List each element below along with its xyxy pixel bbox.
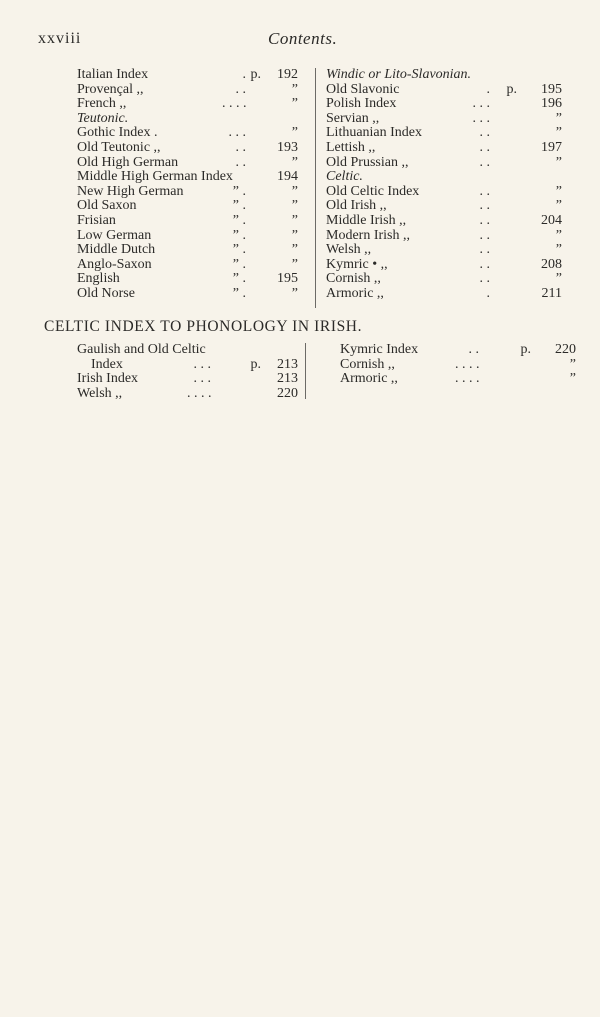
entry-label: Irish Index bbox=[77, 371, 139, 387]
contents-entry bbox=[77, 156, 305, 171]
contents-entry bbox=[326, 68, 566, 83]
contents-entry bbox=[77, 97, 305, 112]
page-reference: ” bbox=[291, 125, 298, 141]
entry-label: Lithuanian Index bbox=[326, 125, 423, 141]
page-reference: ” bbox=[291, 96, 298, 112]
leader-dots: . . . bbox=[193, 356, 211, 372]
entry-label: Old Irish ,, bbox=[326, 198, 387, 214]
entry-label: Old Celtic Index bbox=[326, 183, 420, 199]
page-abbrev: p. bbox=[250, 67, 261, 82]
page-reference: ” bbox=[555, 154, 562, 170]
page-reference: ” bbox=[555, 183, 562, 199]
entry-label: Provençal ,, bbox=[77, 81, 144, 97]
entry-label: Kymric • ,, bbox=[326, 256, 388, 272]
contents-entry bbox=[326, 141, 566, 156]
contents-entry bbox=[77, 170, 305, 185]
leader-dots: . . . . bbox=[455, 371, 480, 387]
entry-label: Cornish ,, bbox=[326, 271, 381, 287]
contents-entry bbox=[340, 356, 576, 373]
contents-entry bbox=[326, 214, 566, 229]
leader-dots: . . . . bbox=[455, 356, 480, 372]
entry-label: Frisian bbox=[77, 212, 116, 228]
contents-column-2 bbox=[326, 68, 566, 302]
entry-label: Old Prussian ,, bbox=[326, 154, 409, 170]
contents-entry bbox=[326, 185, 566, 200]
leader-dots: ” . bbox=[232, 198, 246, 214]
page-reference: ” bbox=[555, 242, 562, 258]
leader-dots: . . . . bbox=[222, 96, 247, 112]
page-reference: 211 bbox=[541, 285, 562, 301]
contents-entry bbox=[77, 141, 305, 156]
leader-dots: . . . bbox=[228, 125, 246, 141]
entry-label: Kymric Index bbox=[340, 342, 419, 357]
contents-entry bbox=[77, 358, 303, 373]
page-reference: ” bbox=[291, 198, 298, 214]
entry-label: Gothic Index . bbox=[77, 125, 158, 141]
leader-dots: . . bbox=[235, 81, 246, 97]
page-reference: 213 bbox=[277, 356, 298, 372]
group-heading: Windic or Lito-Slavonian. bbox=[326, 67, 472, 82]
leader-dots: . . . bbox=[472, 96, 490, 112]
page-abbrev: p. bbox=[250, 356, 261, 372]
page-reference: 196 bbox=[541, 96, 562, 112]
entry-label: Index bbox=[91, 356, 123, 372]
entry-label: New High German bbox=[77, 183, 184, 199]
contents-entry bbox=[77, 185, 305, 200]
page-number: xxviii bbox=[38, 30, 82, 47]
page-reference: ” bbox=[569, 356, 576, 372]
entry-label: Middle Dutch bbox=[77, 242, 156, 258]
contents-entry bbox=[77, 343, 303, 358]
leader-dots: . . bbox=[479, 125, 490, 141]
entry-label: Gaulish and Old Celtic bbox=[77, 342, 206, 357]
entry-label: English bbox=[77, 271, 120, 287]
contents-entry bbox=[77, 214, 305, 229]
leader-dots: . . . bbox=[472, 110, 490, 126]
page-reference: ” bbox=[555, 227, 562, 243]
contents-entry bbox=[77, 112, 305, 127]
section-heading: CELTIC INDEX TO PHONOLOGY IN IRISH. bbox=[44, 318, 363, 335]
contents-entry bbox=[326, 272, 566, 287]
page-reference: ” bbox=[555, 198, 562, 214]
leader-dots: . . bbox=[479, 242, 490, 258]
entry-label: Middle Irish ,, bbox=[326, 212, 407, 228]
column-divider bbox=[315, 68, 316, 308]
leader-dots: . . bbox=[479, 271, 490, 287]
page-reference: 195 bbox=[277, 271, 298, 287]
contents-entry bbox=[77, 287, 305, 302]
group-heading: Teutonic. bbox=[77, 110, 129, 126]
leader-dots: ” . bbox=[232, 285, 246, 301]
contents-entry bbox=[77, 272, 305, 287]
entry-label: French ,, bbox=[77, 96, 127, 112]
page-reference: 213 bbox=[277, 371, 298, 387]
leader-dots: . . bbox=[479, 183, 490, 199]
leader-dots: . . bbox=[235, 154, 246, 170]
leader-dots: . . bbox=[468, 342, 479, 357]
contents-entry bbox=[77, 68, 305, 83]
contents-entry bbox=[326, 287, 566, 302]
entry-label: Cornish ,, bbox=[340, 356, 395, 372]
leader-dots: . . bbox=[479, 227, 490, 243]
page-reference: ” bbox=[291, 212, 298, 228]
leader-dots: ” . bbox=[232, 183, 246, 199]
contents-entry bbox=[326, 199, 566, 214]
contents-entry bbox=[326, 83, 566, 98]
page-abbrev: p. bbox=[520, 342, 531, 357]
page-reference: ” bbox=[291, 183, 298, 199]
entry-label: Welsh ,, bbox=[77, 385, 123, 401]
contents-entry bbox=[77, 387, 303, 402]
leader-dots: ” . bbox=[232, 212, 246, 228]
entry-label: Old Saxon bbox=[77, 198, 137, 214]
entry-label: Lettish ,, bbox=[326, 139, 376, 155]
leader-dots: . bbox=[486, 285, 490, 301]
contents-entry bbox=[340, 371, 576, 387]
page-reference: ” bbox=[291, 256, 298, 272]
entry-label: Polish Index bbox=[326, 96, 397, 112]
leader-dots: . . bbox=[479, 154, 490, 170]
leader-dots: . . . bbox=[193, 371, 211, 387]
contents-entry bbox=[77, 258, 305, 273]
leader-dots: ” . bbox=[232, 242, 246, 258]
page-reference: ” bbox=[555, 125, 562, 141]
page-reference: 193 bbox=[277, 139, 298, 155]
entry-label: Old Teutonic ,, bbox=[77, 139, 161, 155]
page-reference: 204 bbox=[541, 212, 562, 228]
contents-entry bbox=[77, 243, 305, 258]
contents-entry bbox=[77, 83, 305, 98]
leader-dots: . bbox=[242, 67, 246, 82]
contents-entry bbox=[326, 170, 566, 185]
contents-entry bbox=[326, 156, 566, 171]
leader-dots: . . bbox=[479, 256, 490, 272]
page-reference: ” bbox=[555, 271, 562, 287]
page-reference: 220 bbox=[555, 342, 576, 357]
entry-label: Middle High German Index bbox=[77, 169, 233, 185]
page-reference: 208 bbox=[541, 256, 562, 272]
contents-entry bbox=[340, 342, 576, 358]
entry-label: Armoric ,, bbox=[340, 371, 398, 387]
leader-dots: . . bbox=[479, 139, 490, 155]
page-reference: ” bbox=[555, 110, 562, 126]
entry-label: Anglo-Saxon bbox=[77, 256, 152, 272]
entry-label: Low German bbox=[77, 227, 152, 243]
entry-label: Armoric ,, bbox=[326, 285, 384, 301]
leader-dots: . . bbox=[479, 212, 490, 228]
page-reference: 197 bbox=[541, 139, 562, 155]
page-reference: ” bbox=[291, 81, 298, 97]
page-reference: ” bbox=[569, 371, 576, 387]
contents-entry bbox=[326, 97, 566, 112]
leader-dots: . . bbox=[235, 139, 246, 155]
group-heading: Celtic. bbox=[326, 169, 363, 185]
running-head: Contents. bbox=[268, 29, 338, 48]
contents-entry bbox=[326, 126, 566, 141]
leader-dots: . bbox=[486, 81, 490, 97]
leader-dots: . . bbox=[479, 198, 490, 214]
page-reference: ” bbox=[291, 154, 298, 170]
entry-label: Old Norse bbox=[77, 285, 135, 301]
leader-dots: ” . bbox=[232, 256, 246, 272]
contents-entry bbox=[77, 199, 305, 214]
page-reference: 195 bbox=[541, 81, 562, 97]
entry-label: Servian ,, bbox=[326, 110, 380, 126]
column-divider bbox=[305, 343, 306, 399]
entry-label: Old High German bbox=[77, 154, 179, 170]
contents-entry bbox=[77, 229, 305, 244]
index-column-2 bbox=[340, 342, 576, 387]
page-reference: 192 bbox=[277, 67, 298, 82]
contents-column-1 bbox=[77, 68, 305, 302]
index-column-1 bbox=[77, 343, 303, 401]
page-abbrev: p. bbox=[506, 81, 517, 97]
contents-entry bbox=[77, 126, 305, 141]
entry-label: Modern Irish ,, bbox=[326, 227, 410, 243]
page-reference: ” bbox=[291, 227, 298, 243]
page-reference: ” bbox=[291, 242, 298, 258]
contents-entry bbox=[326, 112, 566, 127]
page-reference: 194 bbox=[277, 169, 298, 185]
entry-label: Italian Index bbox=[77, 67, 149, 82]
contents-entry bbox=[326, 229, 566, 244]
page-reference: 220 bbox=[277, 385, 298, 401]
page-reference: ” bbox=[291, 285, 298, 301]
leader-dots: ” . bbox=[232, 271, 246, 287]
leader-dots: ” . bbox=[232, 227, 246, 243]
entry-label: Welsh ,, bbox=[326, 242, 372, 258]
contents-entry bbox=[326, 258, 566, 273]
leader-dots: . . . . bbox=[187, 385, 212, 401]
contents-entry bbox=[77, 372, 303, 387]
entry-label: Old Slavonic bbox=[326, 81, 400, 97]
contents-entry bbox=[326, 243, 566, 258]
